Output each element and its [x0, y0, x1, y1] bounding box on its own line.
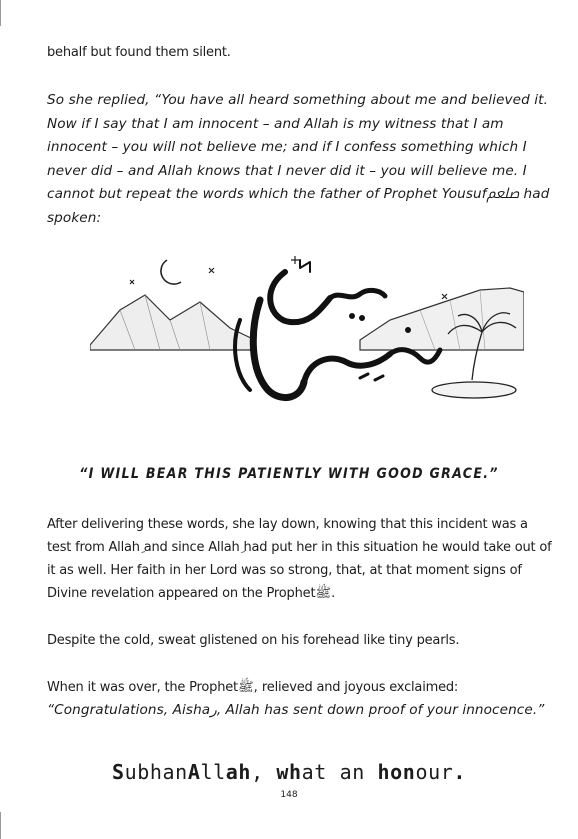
star-icons: [130, 256, 447, 299]
final-part: wh: [276, 760, 302, 784]
final-part: ll: [200, 760, 226, 784]
closing-exclamation: [0, 760, 578, 784]
final-part: our: [415, 760, 454, 784]
final-part: S: [111, 760, 125, 784]
final-part: A: [187, 760, 201, 784]
arabic-calligraphy: [235, 260, 440, 398]
crop-mark-bottom: [0, 812, 1, 839]
paragraph-sweat: Despite the cold, sweat glistened on his forehead like tiny pearls.: [47, 633, 460, 648]
paragraph-after-words: After delivering these words, she lay down, knowing that this incident was a test from Allahِ and since Allahِ had put her in this situation he would take out of it as well. Her faith in her Lord was so strong, that, at that moment signs of Divine revelation appeared on the Prophetﷺ.: [47, 517, 552, 601]
paragraph-reply: So she replied, “You have all heard something about me and believed it. Now if I say that I am innocent – and Allah is my witness that I am innocent – you will not believe me; and if I confess something which I never did – and Allah knows that I never did it – you will believe me. I cannot but repeat the words which the father of Prophet Yousufﷵ had spoken:: [47, 92, 550, 226]
final-part: hon: [377, 760, 416, 784]
patience-quote: “I WILL BEAR THIS PATIENTLY WITH GOOD GRACE.”: [79, 466, 499, 482]
final-part: ubhan: [124, 760, 188, 784]
final-part: at an: [301, 760, 378, 784]
final-part: .: [453, 760, 467, 784]
paragraph-congratulations: “Congratulations, Aishaر, Allah has sent down proof of your innocence.”: [47, 702, 545, 718]
final-part: ah: [225, 760, 252, 784]
text-line-behalf: behalf but found them silent.: [47, 45, 231, 60]
final-part: ,: [251, 760, 277, 784]
crop-mark-top: [0, 0, 1, 26]
page-number: 148: [280, 790, 298, 800]
paragraph-it-was-over: When it was over, the Prophetﷺ, relieved and joyous exclaimed:: [47, 680, 459, 695]
calligraphy-illustration: [90, 250, 524, 420]
moon-icon: [161, 260, 181, 284]
